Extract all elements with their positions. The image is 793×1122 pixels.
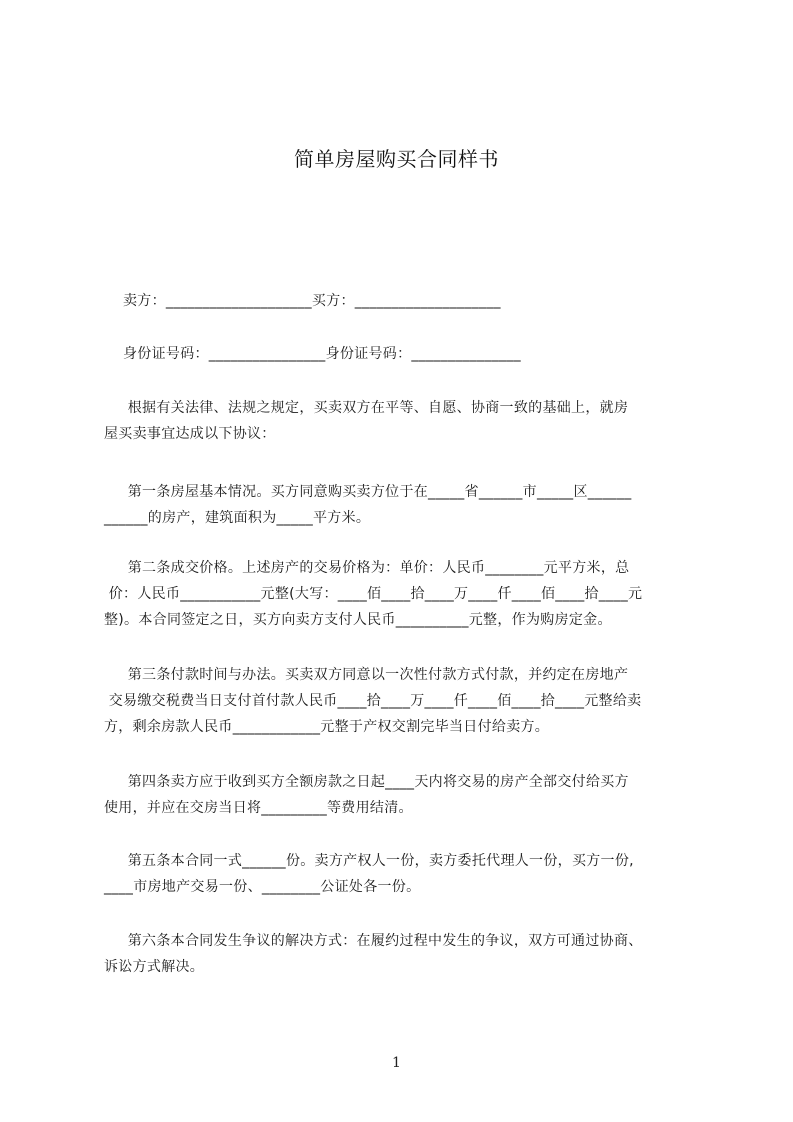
article-4-line-2: 使用，并应在交房当日将_________等费用结清。: [104, 800, 413, 816]
article-5-line-1: 第五条本合同一式______份。卖方产权人一份，卖方委托代理人一份，买方一份,: [104, 853, 634, 869]
article-1-line-1: 第一条房屋基本情况。买方同意购买卖方位于在_____省______市_____区______: [104, 484, 632, 500]
page-number: 1: [392, 1055, 401, 1071]
article-5-line-2: ____市房地产交易一份、________公证处各一份。: [104, 879, 421, 895]
article-3-line-3: 方，剩余房款人民币____________元整于产权交割完毕当日付给卖方。: [104, 719, 550, 735]
document-title: 简单房屋购买合同样书: [294, 147, 499, 171]
id-numbers-line: 身份证号码：________________身份证号码：_______________: [104, 346, 521, 362]
article-4-line-1: 第四条卖方应于收到买方全额房款之日起____天内将交易的房产全部交付给买方: [104, 774, 629, 790]
article-3-line-2: 交易缴交税费当日支付首付款人民币____拾____万____仟____佰____拾____元整给卖: [104, 693, 642, 709]
article-1-line-2: ______的房产，建筑面积为_____平方米。: [104, 510, 371, 526]
article-2-line-3: 整)。本合同签定之日，买方向卖方支付人民币__________元整，作为购房定金。: [104, 612, 612, 628]
article-2-line-1: 第二条成交价格。上述房产的交易价格为：单价：人民币________元平方米，总: [104, 560, 630, 576]
intro-paragraph-line-1: 根据有关法律、法规之规定，买卖双方在平等、自愿、协商一致的基础上，就房: [104, 400, 629, 416]
article-6-line-2: 诉讼方式解决。: [104, 959, 205, 975]
intro-paragraph-line-2: 屋买卖事宜达成以下协议：: [104, 426, 276, 442]
article-2-line-2: 价：人民币___________元整(大写：____佰____拾____万____仟____佰____拾____元: [104, 586, 643, 602]
article-3-line-1: 第三条付款时间与办法。买卖双方同意以一次性付款方式付款，并约定在房地产: [104, 667, 629, 683]
article-6-line-1: 第六条本合同发生争议的解决方式：在履约过程中发生的争议，双方可通过协商、: [104, 933, 643, 949]
parties-line: 卖方：____________________买方：____________________: [104, 293, 501, 309]
